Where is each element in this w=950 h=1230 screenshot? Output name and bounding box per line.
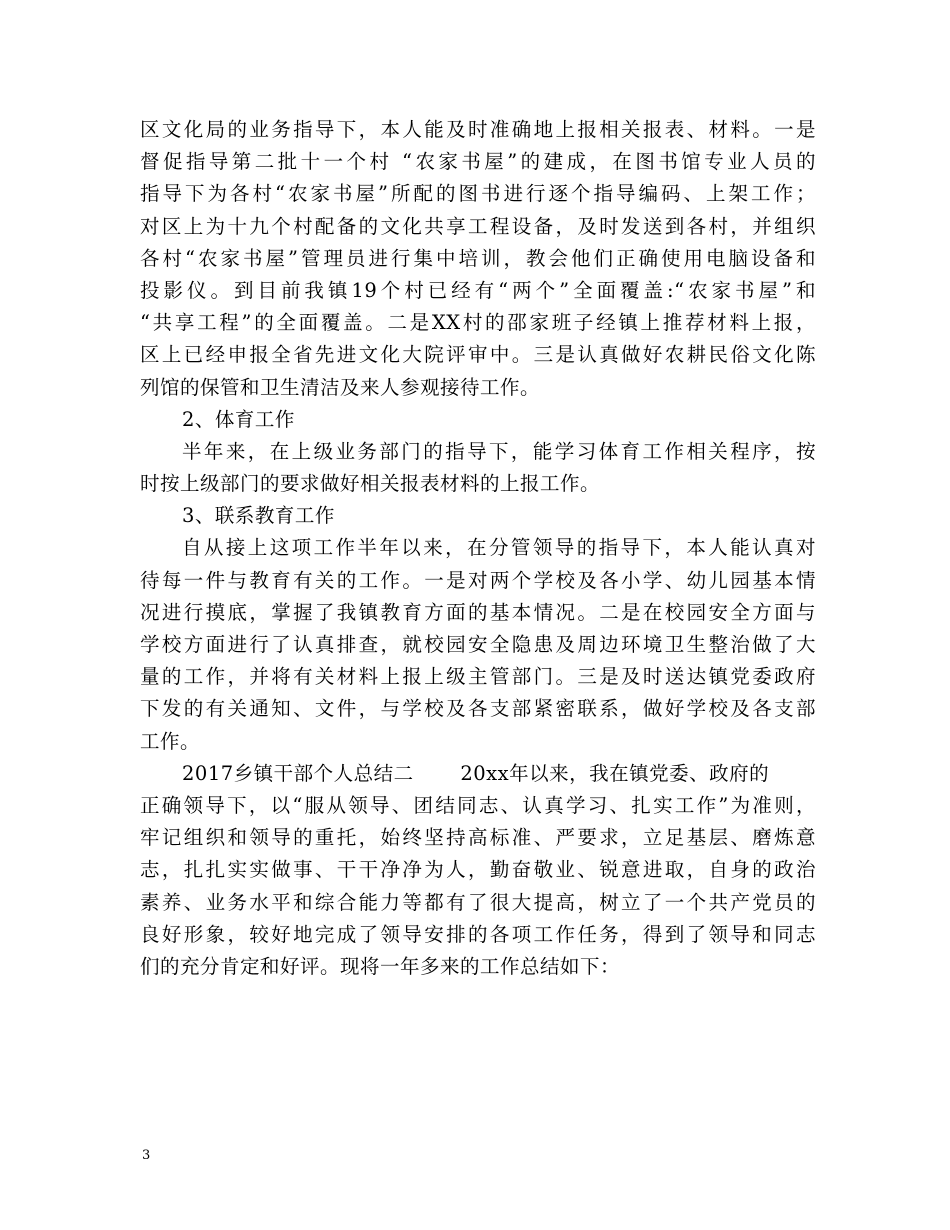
text-line: 素养、业务水平和综合能力等都有了很大提高，树立了一个共产党员的 [140,890,816,914]
text-line: 2017乡镇干部个人总结二 20xx年以来，我在镇党委、政府的 [182,761,770,785]
text-line: 督促指导第二批十一个村 “农家书屋”的建成，在图书馆专业人员的 [140,150,816,174]
text-line: 牢记组织和领导的重托，始终坚持高标准、严要求，立足基层、磨炼意 [140,826,816,850]
text-line: 们的充分肯定和好评。现将一年多来的工作总结如下： [140,954,621,978]
text-line: 半年来，在上级业务部门的指导下，能学习体育工作相关程序，按 [182,439,816,463]
text-line: 志，扎扎实实做事、干干净净为人，勤奋敬业、锐意进取，自身的政治 [140,858,816,882]
body-text [140,114,816,983]
text-line: 区文化局的业务指导下，本人能及时准确地上报相关报表、材料。一是 [140,118,816,141]
text-line: 正确领导下，以“服从领导、团结同志、认真学习、扎实工作”为准则， [140,793,816,817]
text-line: 待每一件与教育有关的工作。一是对两个学校及各小学、幼儿园基本情 [140,568,816,592]
text-line: 投影仪。到目前我镇19个村已经有“两个”全面覆盖:“农家书屋”和 [140,278,816,302]
text-line: 对区上为十九个村配备的文化共享工程设备，及时发送到各村，并组织 [140,214,816,238]
text-line: “共享工程”的全面覆盖。二是XX村的邵家班子经镇上推荐材料上报， [140,311,816,335]
text-line: 下发的有关通知、文件，与学校及各支部紧密联系，做好学校及各支部 [140,697,816,721]
text-line: 各村“农家书屋”管理员进行集中培训，教会他们正确使用电脑设备和 [140,246,816,270]
text-line: 况进行摸底，掌握了我镇教育方面的基本情况。二是在校园安全方面与 [140,600,816,624]
text-line: 自从接上这项工作半年以来，在分管领导的指导下，本人能认真对 [182,536,816,560]
text-line: 时按上级部门的要求做好相关报表材料的上报工作。 [140,472,601,496]
section-heading: 3、联系教育工作 [182,504,335,528]
section-heading: 2、体育工作 [182,407,295,431]
text-line: 指导下为各村“农家书屋”所配的图书进行逐个指导编码、上架工作； [140,182,816,206]
text-line: 良好形象，较好地完成了领导安排的各项工作任务，得到了领导和同志 [140,922,816,946]
page-number: 3 [142,1148,151,1163]
text-line: 学校方面进行了认真排查，就校园安全隐患及周边环境卫生整治做了大 [140,633,816,656]
text-line: 量的工作，并将有关材料上报上级主管部门。三是及时送达镇党委政府 [140,665,816,689]
text-line: 工作。 [140,729,201,753]
text-line: 区上已经申报全省先进文化大院评审中。三是认真做好农耕民俗文化陈 [140,343,816,367]
text-line: 列馆的保管和卫生清洁及来人参观接待工作。 [140,375,541,399]
